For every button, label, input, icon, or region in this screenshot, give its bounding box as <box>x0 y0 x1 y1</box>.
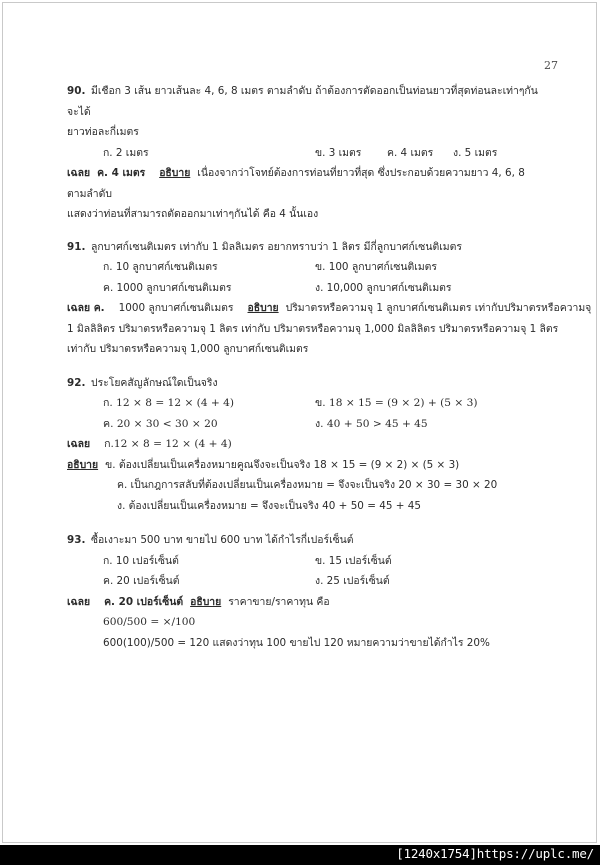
question-90-answer-label: เฉลย <box>67 167 91 179</box>
question-91-choice-d[interactable]: ง. 10,000 ลูกบาศก์เซนติเมตร <box>315 281 452 294</box>
question-92-answer-label: เฉลย <box>67 438 91 450</box>
question-93-answer-value: ค. 20 เปอร์เซ็นต์ <box>104 595 184 608</box>
question-92-explain-line3: ง. ต้องเปลี่ยนเป็นเครื่องหมาย = จึงจะเป็นจริง 40 + 50 = 45 + 45 <box>117 499 421 512</box>
question-91-prompt <box>67 237 545 258</box>
question-block-93 <box>67 530 545 653</box>
question-92-explain <box>67 455 545 476</box>
question-91-explain-label: อธิบาย <box>247 302 279 314</box>
question-92-prompt <box>67 373 545 394</box>
question-91-explain-line3: เท่ากับ ปริมาตรหรือความจุ 1,000 ลูกบาศก์เซนติเมตร <box>67 343 309 355</box>
question-93-explain-line3: 600(100)/500 = 120 แสดงว่าทุน 100 ขายไป 120 หมายความว่าขายได้กำไร 20% <box>103 636 490 649</box>
question-92-choices-row2 <box>67 414 545 435</box>
question-90-prompt-line1: มีเชือก 3 เส้น ยาวเส้นละ 4, 6, 8 เมตร ตามลำดับ ถ้าต้องการตัดออกเป็นท่อนยาวที่สุดท่อนละเท่าๆกัน จะได้ <box>67 85 538 118</box>
question-90-answer-value: ค. 4 เมตร <box>97 167 146 179</box>
question-91-number: 91. <box>67 240 86 253</box>
question-91-choices-row2 <box>67 278 545 299</box>
question-90-answer <box>67 163 545 204</box>
question-93-choice-d[interactable]: ง. 25 เปอร์เซ็นต์ <box>315 575 390 587</box>
question-91-choice-b[interactable]: ข. 100 ลูกบาศก์เซนติเมตร <box>315 261 438 273</box>
question-92-choice-d[interactable]: ง. 40 + 50 > 45 + 45 <box>315 417 428 430</box>
question-92-choice-c[interactable]: ค. 20 × 30 < 30 × 20 <box>103 417 218 430</box>
question-91-answer-label: เฉลย ค. <box>67 302 105 314</box>
question-93-choices-row1 <box>67 551 545 572</box>
question-92-explain-line2: ค. เป็นกฎการสลับที่ต้องเปลี่ยนเป็นเครื่องหมาย = จึงจะเป็นจริง 20 × 30 = 30 × 20 <box>117 479 498 491</box>
document-page <box>2 2 597 843</box>
question-91-choice-a[interactable]: ก. 10 ลูกบาศก์เซนติเมตร <box>103 261 218 273</box>
question-93-choice-b[interactable]: ข. 15 เปอร์เซ็นต์ <box>315 554 392 567</box>
question-90-choice-b[interactable]: ข. 3 เมตร <box>315 146 362 159</box>
question-92-choice-b[interactable]: ข. 18 × 15 = (9 × 2) + (5 × 3) <box>315 397 478 409</box>
question-93-answer <box>67 592 545 613</box>
question-92-explain-line1: ข. ต้องเปลี่ยนเป็นเครื่องหมายคูณจึงจะเป็นจริง 18 × 15 = (9 × 2) × (5 × 3) <box>105 458 460 471</box>
question-93-choices-row2 <box>67 571 545 592</box>
question-91-choices-row1 <box>67 257 545 278</box>
watermark-url-text: [1240x1754]https://uplc.me/ <box>396 846 594 861</box>
question-93-prompt-line1: ซื้อเงาะมา 500 บาท ขายไป 600 บาท ได้กำไรกี่เปอร์เซ็นต์ <box>91 534 354 546</box>
question-93-explain-line1: ราคาขาย/ราคาทุน คือ <box>228 595 330 608</box>
question-92-choice-a[interactable]: ก. 12 × 8 = 12 × (4 + 4) <box>103 397 235 409</box>
question-92-explain-label: อธิบาย <box>67 458 99 471</box>
question-91-answer-value: 1000 ลูกบาศก์เซนติเมตร <box>118 302 234 314</box>
question-90-prompt <box>67 81 545 122</box>
question-block-90 <box>67 81 545 225</box>
question-90-prompt-line2: ยาวท่อละกี่เมตร <box>67 126 139 138</box>
question-90-explain-label: อธิบาย <box>159 167 191 179</box>
document-body <box>67 81 592 665</box>
question-92-answer-value: ก.12 × 8 = 12 × (4 + 4) <box>104 438 232 450</box>
question-92-answer <box>67 434 545 455</box>
question-block-91 <box>67 237 592 360</box>
watermark-band <box>0 845 600 865</box>
question-block-92 <box>67 373 545 517</box>
question-90-choice-c[interactable]: ค. 4 เมตร <box>387 146 434 159</box>
question-91-choice-c[interactable]: ค. 1000 ลูกบาศก์เซนติเมตร <box>103 281 232 294</box>
question-91-explain-line1: ปริมาตรหรือความจุ 1 ลูกบาศก์เซนติเมตร เท่ากับปริมาตรหรือความจุ <box>285 302 592 314</box>
question-90-explain-line1: เนื่องจากว่าโจทย์ต้องการท่อนที่ยาวที่สุด ซึ่งประกอบด้วยความยาว 4, 6, 8 ตามลำดับ <box>67 167 525 200</box>
question-90-choices <box>67 143 545 164</box>
question-93-answer-label: เฉลย <box>67 595 91 608</box>
question-92-prompt-line1: ประโยคสัญลักษณ์ใดเป็นจริง <box>91 376 218 389</box>
question-91-prompt-line1: ลูกบาศก์เซนติเมตร เท่ากับ 1 มิลลิเมตร อยากทราบว่า 1 ลิตร มีกี่ลูกบาศก์เซนติเมตร <box>91 240 462 253</box>
question-91-answer <box>67 298 592 319</box>
question-90-choice-d[interactable]: ง. 5 เมตร <box>453 146 498 159</box>
question-92-number: 92. <box>67 376 86 389</box>
question-93-prompt <box>67 530 545 551</box>
question-93-choice-c[interactable]: ค. 20 เปอร์เซ็นต์ <box>103 575 180 587</box>
question-93-choice-a[interactable]: ก. 10 เปอร์เซ็นต์ <box>103 554 179 567</box>
question-92-choices-row1 <box>67 393 545 414</box>
question-90-number: 90. <box>67 85 86 97</box>
question-90-explain-line2: แสดงว่าท่อนที่สามารถตัดออกมาเท่าๆกันได้ คือ 4 นั้นเอง <box>67 208 319 220</box>
question-91-explain-line2: 1 มิลลิลิตร ปริมาตรหรือความจุ 1 ลิตร เท่ากับ ปริมาตรหรือความจุ 1,000 มิลลิลิตร ปริมาตรหรือความจุ 1 ลิตร <box>67 322 559 335</box>
question-93-explain-line2: 600/500 = ×/100 <box>103 616 196 628</box>
question-93-number: 93. <box>67 534 86 546</box>
question-93-explain-label: อธิบาย <box>190 595 222 608</box>
page-number: 27 <box>544 59 558 72</box>
question-90-choice-a[interactable]: ก. 2 เมตร <box>103 146 149 159</box>
